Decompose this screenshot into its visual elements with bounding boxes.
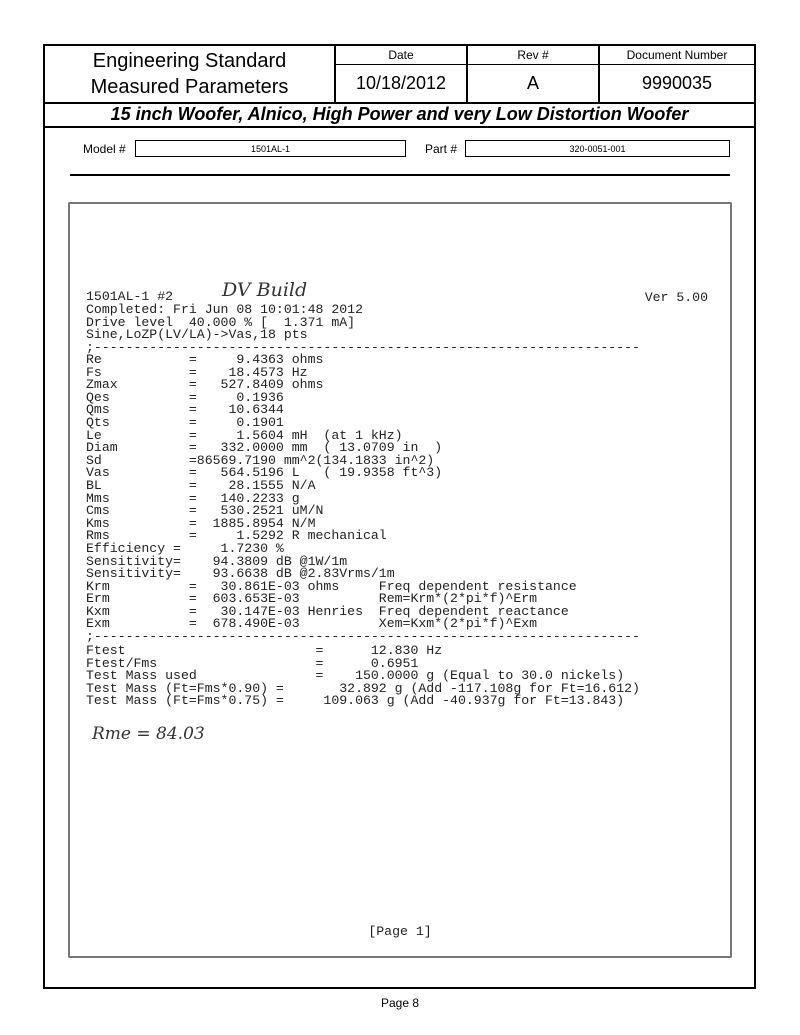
printout-line: Cms = 530.2521 uM/N xyxy=(86,503,324,519)
printout-line: Sensitivity= 94.3809 dB @1W/1m xyxy=(86,553,348,569)
header-table xyxy=(45,46,754,104)
page-footer: Page 8 xyxy=(380,996,420,1010)
printout-line: Sine,LoZP(LV/LA)->Vas,18 pts xyxy=(86,327,308,343)
doc-number-value: 9990035 xyxy=(641,73,713,93)
part-label: Part # xyxy=(425,142,458,156)
printout-line: Test Mass (Ft=Fms*0.90) = 32.892 g (Add -117.108g for Ft=16.612) xyxy=(86,680,640,696)
printout-line: Le = 1.5604 mH (at 1 kHz) xyxy=(86,427,403,443)
handwritten-rme-note: Rme = 84.03 xyxy=(92,724,205,744)
printout-line: Kms = 1885.8954 N/M xyxy=(86,515,316,531)
printout-line: Fs = 18.4573 Hz xyxy=(86,364,308,380)
model-field: 1501AL-1 xyxy=(135,140,406,157)
printout-line: Exm = 678.490E-03 Xem=Kxm*(2*pi*f)^Exm xyxy=(86,616,538,632)
part-field: 320-0051-001 xyxy=(465,140,730,157)
printout-line: Kxm = 30.147E-03 Henries Freq dependent reactance xyxy=(86,603,569,619)
printout-line: Mms = 140.2233 g xyxy=(86,490,300,506)
header-doc-cell xyxy=(600,46,754,102)
scanned-printout xyxy=(68,202,732,958)
header-title-line2: Measured Parameters xyxy=(90,76,289,98)
header-rev-cell xyxy=(468,46,600,102)
printout-line: Zmax = 527.8409 ohms xyxy=(86,377,324,393)
printout-line: Krm = 30.861E-03 ohms Freq dependent resistance xyxy=(86,578,577,594)
header-title-cell xyxy=(45,46,336,102)
printout-line: Completed: Fri Jun 08 10:01:48 2012 xyxy=(86,302,363,317)
printout-line: Ftest/Fms = 0.6951 xyxy=(86,655,419,671)
printout-page-label: [Page 1] xyxy=(368,924,432,939)
printout-intro xyxy=(86,304,640,354)
model-part-row xyxy=(45,140,754,160)
printout-line: Efficiency = 1.7230 % xyxy=(86,540,284,556)
printout-line: Ftest = 12.830 Hz xyxy=(86,643,443,658)
printout-line: Drive level 40.000 % [ 1.371 mA] xyxy=(86,314,356,330)
rev-label: Rev # xyxy=(468,46,598,65)
printout-line: Qes = 0.1936 xyxy=(86,389,284,405)
printout-line: Test Mass used = 150.0000 g (Equal to 30.0 nickels) xyxy=(86,668,625,684)
printout-line: ;--------------------------------------------------------------------- xyxy=(86,339,640,355)
printout-line: Diam = 332.0000 mm ( 13.0709 in ) xyxy=(86,440,443,456)
printout-line: ;--------------------------------------------------------------------- xyxy=(86,629,640,645)
horizontal-rule xyxy=(70,174,730,176)
printout-parameters xyxy=(86,354,640,644)
printout-line: Sensitivity= 93.6638 dB @2.83Vrms/1m xyxy=(86,566,395,582)
printout-line: Re = 9.4363 ohms xyxy=(86,352,324,367)
printout-line: Qms = 10.6344 xyxy=(86,402,284,418)
rev-value: A xyxy=(526,73,539,93)
header-date-cell xyxy=(336,46,468,102)
printout-version: Ver 5.00 xyxy=(644,290,708,305)
printout-line: Sd =86569.7190 mm^2(134.1833 in^2) xyxy=(86,452,435,468)
printout-test-mass xyxy=(86,645,640,708)
printout-line: Qts = 0.1901 xyxy=(86,414,284,430)
doc-number-label: Document Number xyxy=(600,46,754,65)
printout-line: Test Mass (Ft=Fms*0.75) = 109.063 g (Add -40.937g for Ft=13.843) xyxy=(86,693,625,709)
handwritten-build-note: DV Build xyxy=(222,279,308,301)
document-subtitle: 15 inch Woofer, Alnico, High Power and very Low Distortion Woofer xyxy=(45,102,754,128)
printout-id-line: 1501AL-1 #2 xyxy=(86,289,174,304)
printout-line: Vas = 564.5196 L ( 19.9358 ft^3) xyxy=(86,465,443,481)
header-title-line1: Engineering Standard xyxy=(92,50,287,72)
date-value: 10/18/2012 xyxy=(355,73,447,93)
model-label: Model # xyxy=(83,142,126,156)
document-frame xyxy=(43,44,756,989)
date-label: Date xyxy=(336,46,466,65)
printout-line: Rms = 1.5292 R mechanical xyxy=(86,528,387,544)
printout-line: BL = 28.1555 N/A xyxy=(86,477,316,493)
printout-line: Erm = 603.653E-03 Rem=Krm*(2*pi*f)^Erm xyxy=(86,591,538,607)
